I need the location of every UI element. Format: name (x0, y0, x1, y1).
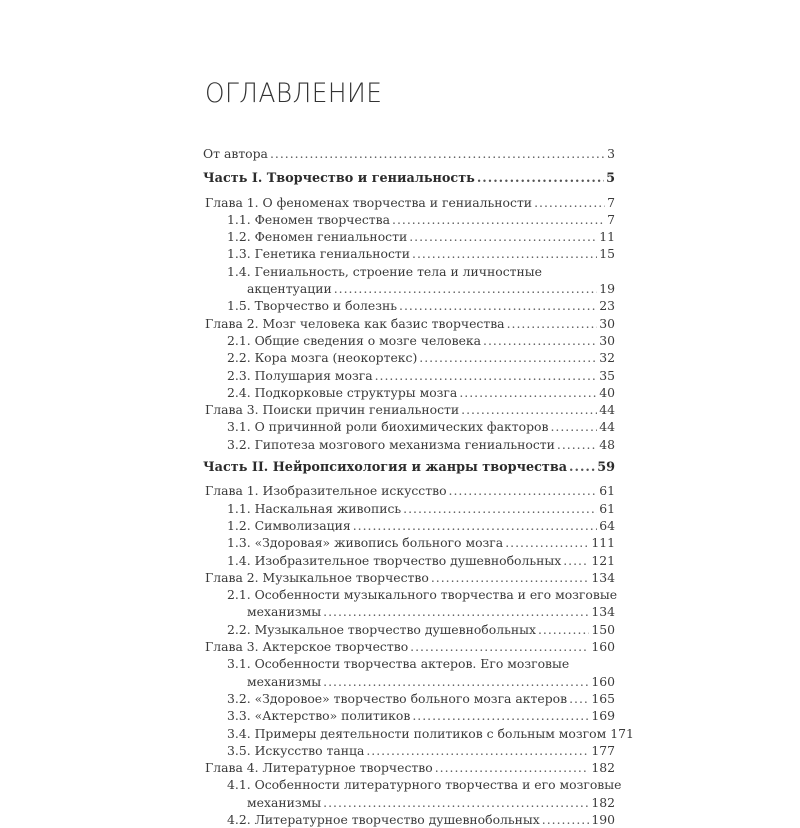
toc-entry-title: 1.3. «Здоровая» живопись больного мозга (227, 535, 504, 551)
toc-entry-title: 1.5. Творчество и болезнь (227, 298, 397, 314)
dot-leader (569, 459, 595, 476)
toc-entry-title: Глава 2. Мозг человека как базис творчества (205, 315, 505, 331)
toc-entry (203, 552, 615, 569)
dot-leader (563, 552, 589, 569)
toc-entry (203, 811, 615, 828)
toc-entry-title: 1.1. Феномен творчества (227, 211, 390, 227)
toc-entry-title: 3.1. О причинной роли биохимических факторов (227, 419, 549, 435)
dot-leader (392, 211, 605, 228)
toc-entry (203, 228, 615, 245)
dot-leader (412, 245, 597, 262)
toc-page-number: 23 (599, 298, 615, 314)
toc-entry (203, 349, 615, 366)
toc-entry-title: 1.2. Символизация (227, 517, 351, 533)
toc-page-number: 169 (591, 708, 615, 724)
dot-leader (323, 794, 589, 811)
toc-page-number: 61 (599, 500, 615, 516)
toc-page-number: 182 (591, 794, 615, 810)
toc-entry-title: Глава 1. О феноменах творчества и гениальности (205, 194, 533, 210)
toc-page-number: 121 (591, 552, 615, 568)
toc-entry-title: Глава 3. Поиски причин гениальности (205, 402, 460, 418)
dot-leader (431, 569, 590, 586)
toc-entry (203, 725, 634, 742)
dot-leader (409, 228, 597, 245)
toc-entry-title: акцентуации (247, 281, 332, 297)
toc-entry-title: 3.2. «Здоровое» творчество больного мозга актеров (227, 690, 568, 706)
toc-entry (203, 170, 615, 187)
dot-leader (334, 280, 598, 297)
toc-page-number: 35 (599, 367, 615, 383)
dot-leader (569, 690, 589, 707)
toc-entry (203, 194, 615, 211)
toc-entry-title: 3.2. Гипотеза мозгового механизма гениальности (227, 436, 555, 452)
toc-entry-title: Глава 2. Музыкальное творчество (205, 569, 429, 585)
toc-entry (203, 367, 615, 384)
toc-entry-title: Часть I. Творчество и гениальность (203, 171, 475, 187)
dot-leader (538, 621, 589, 638)
toc-entry (203, 638, 615, 655)
toc-entry (203, 384, 615, 401)
dot-leader (507, 315, 598, 332)
toc-entry (203, 794, 615, 811)
toc-page-number: 48 (599, 436, 615, 452)
toc-page-number: 165 (591, 690, 615, 706)
toc-entry-title: От автора (203, 146, 268, 161)
toc-entry-title: 4.1. Особенности литературного творчества и его мозговые (227, 777, 622, 793)
toc-page-number: 44 (599, 419, 615, 435)
toc-entry-title: 3.5. Искусство танца (227, 742, 365, 758)
toc-entry (203, 482, 615, 499)
toc-entry-title: 2.2. Музыкальное творчество душевнобольных (227, 621, 536, 637)
toc-entry (203, 517, 615, 534)
dot-leader (483, 332, 597, 349)
dot-leader (270, 145, 605, 162)
toc-page-number: 19 (599, 281, 615, 297)
dot-leader (410, 638, 589, 655)
dot-leader (505, 534, 589, 551)
table-of-contents (203, 145, 634, 828)
toc-entry-title: 2.1. Общие сведения о мозге человека (227, 332, 482, 348)
toc-page-number: 5 (606, 171, 615, 187)
toc-entry-title: 1.4. Гениальность, строение тела и личностные (227, 263, 542, 279)
dot-leader (477, 170, 604, 187)
toc-page-number: 61 (599, 483, 615, 499)
toc-page-number: 64 (599, 517, 615, 533)
toc-entry-title: Глава 4. Литературное творчество (205, 760, 433, 776)
toc-entry (203, 759, 615, 776)
toc-entry-title: механизмы (247, 794, 322, 810)
dot-leader (403, 500, 597, 517)
dot-leader (459, 384, 597, 401)
toc-entry-title: механизмы (247, 673, 322, 689)
dot-leader (557, 436, 597, 453)
toc-entry-title: 1.3. Генетика гениальности (227, 246, 411, 262)
toc-entry (203, 297, 615, 314)
toc-entry-title: 3.4. Примеры деятельности политиков с больным мозгом (227, 725, 607, 741)
page-title: ОГЛАВЛЕНИЕ (205, 78, 383, 109)
toc-entry-title: Глава 3. Актерское творчество (205, 639, 409, 655)
toc-entry (203, 690, 615, 707)
toc-entry (203, 742, 615, 759)
toc-page-number: 15 (599, 246, 615, 262)
toc-entry-title: 1.1. Наскальная живопись (227, 500, 402, 516)
toc-entry (203, 332, 615, 349)
toc-entry-title: 2.2. Кора мозга (неокортекс) (227, 350, 418, 366)
dot-leader (353, 517, 598, 534)
dot-leader (399, 297, 597, 314)
toc-page-number: 134 (591, 569, 615, 585)
toc-entry-title: 1.2. Феномен гениальности (227, 229, 408, 245)
toc-entry (203, 569, 615, 586)
toc-entry (203, 401, 615, 418)
toc-page-number: 44 (599, 402, 615, 418)
toc-entry (203, 145, 615, 162)
toc-page-number: 177 (591, 742, 615, 758)
toc-page-number: 160 (591, 639, 615, 655)
toc-entry (203, 315, 615, 332)
toc-page-number: 30 (599, 332, 615, 348)
dot-leader (412, 707, 589, 724)
toc-entry-title: 2.4. Подкорковые структуры мозга (227, 384, 458, 400)
toc-entry (203, 500, 615, 517)
toc-page-number: 160 (591, 673, 615, 689)
toc-page-number: 134 (591, 604, 615, 620)
toc-entry-title: Часть II. Нейропсихология и жанры творчества (203, 460, 568, 476)
dot-leader (435, 759, 590, 776)
dot-leader (366, 742, 589, 759)
toc-page-number: 7 (607, 194, 615, 210)
dot-leader (323, 673, 589, 690)
dot-leader (449, 482, 598, 499)
toc-page-number: 11 (599, 229, 615, 245)
toc-entry-title: 2.3. Полушария мозга (227, 367, 373, 383)
toc-entry (203, 707, 615, 724)
toc-page-number: 150 (591, 621, 615, 637)
toc-page-number: 3 (607, 146, 615, 161)
dot-leader (534, 194, 605, 211)
toc-entry (203, 603, 615, 620)
dot-leader (419, 349, 597, 366)
toc-entry-title: 3.1. Особенности творчества актеров. Его мозговые (227, 656, 570, 672)
toc-page-number: 40 (599, 384, 615, 400)
toc-entry-title: Глава 1. Изобразительное искусство (205, 483, 447, 499)
toc-entry (203, 418, 615, 435)
toc-page-number: 7 (607, 211, 615, 227)
toc-page-number: 190 (591, 811, 615, 827)
toc-entry (203, 280, 615, 297)
dot-leader (550, 418, 597, 435)
dot-leader (323, 603, 589, 620)
dot-leader (461, 401, 597, 418)
toc-page-number: 30 (599, 315, 615, 331)
toc-entry-title: механизмы (247, 604, 322, 620)
toc-entry (203, 459, 615, 476)
dot-leader (375, 367, 598, 384)
toc-entry (203, 621, 615, 638)
toc-page-number: 171 (610, 725, 634, 741)
toc-entry (203, 245, 615, 262)
toc-entry (203, 211, 615, 228)
toc-page-number: 182 (591, 760, 615, 776)
toc-entry (203, 673, 615, 690)
toc-entry-title: 2.1. Особенности музыкального творчества и его мозговые (227, 587, 618, 603)
toc-entry (203, 534, 615, 551)
toc-page-number: 111 (591, 535, 615, 551)
toc-entry-title: 3.3. «Актерство» политиков (227, 708, 411, 724)
toc-entry (203, 436, 615, 453)
toc-entry-title: 4.2. Литературное творчество душевнобольных (227, 811, 540, 827)
toc-page-number: 32 (599, 350, 615, 366)
toc-page-number: 59 (597, 460, 615, 476)
toc-entry-title: 1.4. Изобразительное творчество душевнобольных (227, 552, 562, 568)
dot-leader (542, 811, 590, 828)
